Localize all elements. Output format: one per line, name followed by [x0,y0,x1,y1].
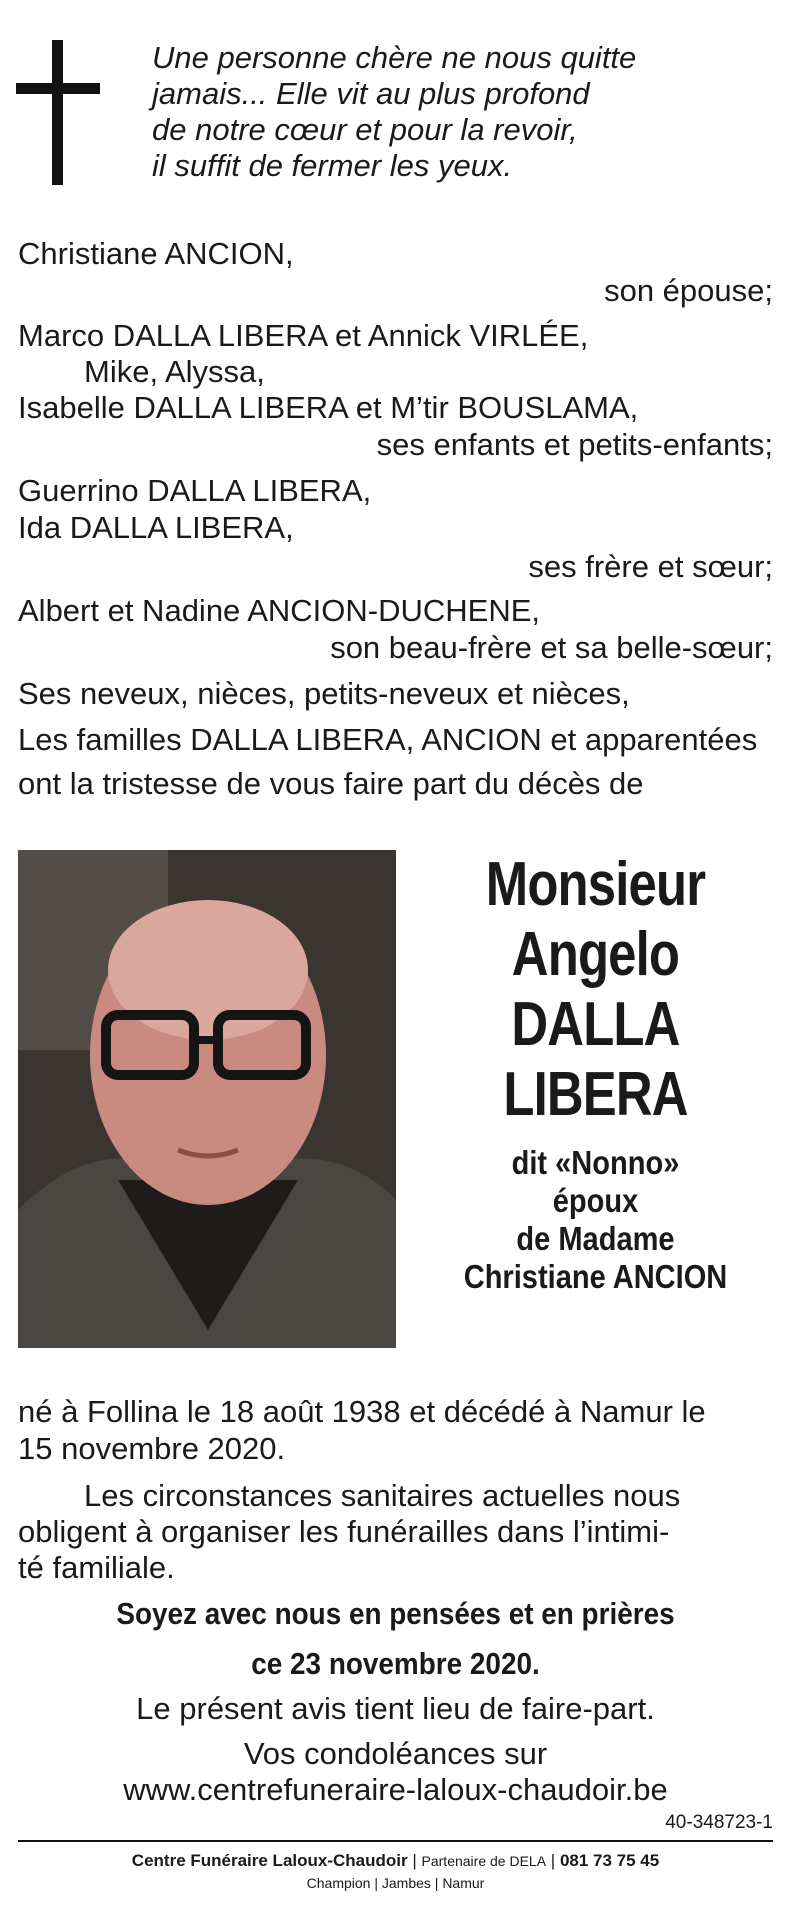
portrait-photo [18,850,396,1348]
footer-locations: Champion | Jambes | Namur [306,1875,485,1891]
family-line: Isabelle DALLA LIBERA et M’tir BOUSLAMA, [18,390,639,425]
circumstances-line: té familiale. [18,1550,175,1585]
prayer-date: ce 23 novembre 2020. [251,1646,540,1681]
quote-line: de notre cœur et pour la revoir, [152,112,578,147]
birth-death-line: né à Follina le 18 août 1938 et décédé à Namur le [18,1394,706,1429]
footer-company-line [0,1851,791,1871]
title: Monsieur [485,850,706,919]
family-line: Mike, Alyssa, [84,354,265,389]
spouse-line: de Madame [516,1220,675,1257]
partner-text: Partenaire de DELA [421,1853,547,1869]
notice-line: Le présent avis tient lieu de faire-part. [136,1691,655,1726]
condolences-url[interactable]: www.centrefuneraire-laloux-chaudoir.be [123,1772,668,1807]
relation-line: ses frère et sœur; [528,549,773,584]
cross-icon [16,40,100,185]
family-line: Guerrino DALLA LIBERA, [18,473,372,508]
phone-number: 081 73 75 45 [559,1851,660,1870]
separator: | [550,1851,556,1870]
relation-line: son épouse; [604,273,773,308]
relation-line: ses enfants et petits-enfants; [376,427,773,462]
family-line: Albert et Nadine ANCION-DUCHENE, [18,593,540,628]
prayer-line: Soyez avec nous en pensées et en prières [116,1596,675,1631]
quote-line: il suffit de fermer les yeux. [152,148,513,183]
footer-divider [18,1840,773,1842]
quote-line: Une personne chère ne nous quitte [152,40,637,75]
circumstances-line: Les circonstances sanitaires actuelles nous [84,1478,681,1513]
last-name: DALLA [511,990,680,1059]
announcement-line: ont la tristesse de vous faire part du décès de [18,766,644,801]
spouse-line: Christiane ANCION [463,1258,728,1295]
family-line: Ida DALLA LIBERA, [18,510,294,545]
birth-death-line: 15 novembre 2020. [18,1431,286,1466]
relation-line: son beau-frère et sa belle-sœur; [330,630,773,665]
separator: | [412,1851,417,1870]
quote-line: jamais... Elle vit au plus profond [152,76,590,111]
condolences-label: Vos condoléances sur [243,1736,548,1771]
quote [152,40,772,184]
family-line: Les familles DALLA LIBERA, ANCION et apparentées [18,722,758,757]
reference-number: 40-348723-1 [665,1812,773,1833]
family-line: Christiane ANCION, [18,236,294,271]
nickname: dit «Nonno» [511,1144,680,1181]
last-name: LIBERA [503,1060,688,1129]
family-line: Marco DALLA LIBERA et Annick VIRLÉE, [18,318,589,353]
first-name: Angelo [511,920,680,989]
circumstances-line: obligent à organiser les funérailles dans l’intimi- [18,1514,670,1549]
spouse-line: époux [552,1182,639,1219]
family-line: Ses neveux, nièces, petits-neveux et nièces, [18,676,630,711]
company-name: Centre Funéraire Laloux-Chaudoir [131,1851,408,1870]
deceased-name-block [400,850,791,1296]
